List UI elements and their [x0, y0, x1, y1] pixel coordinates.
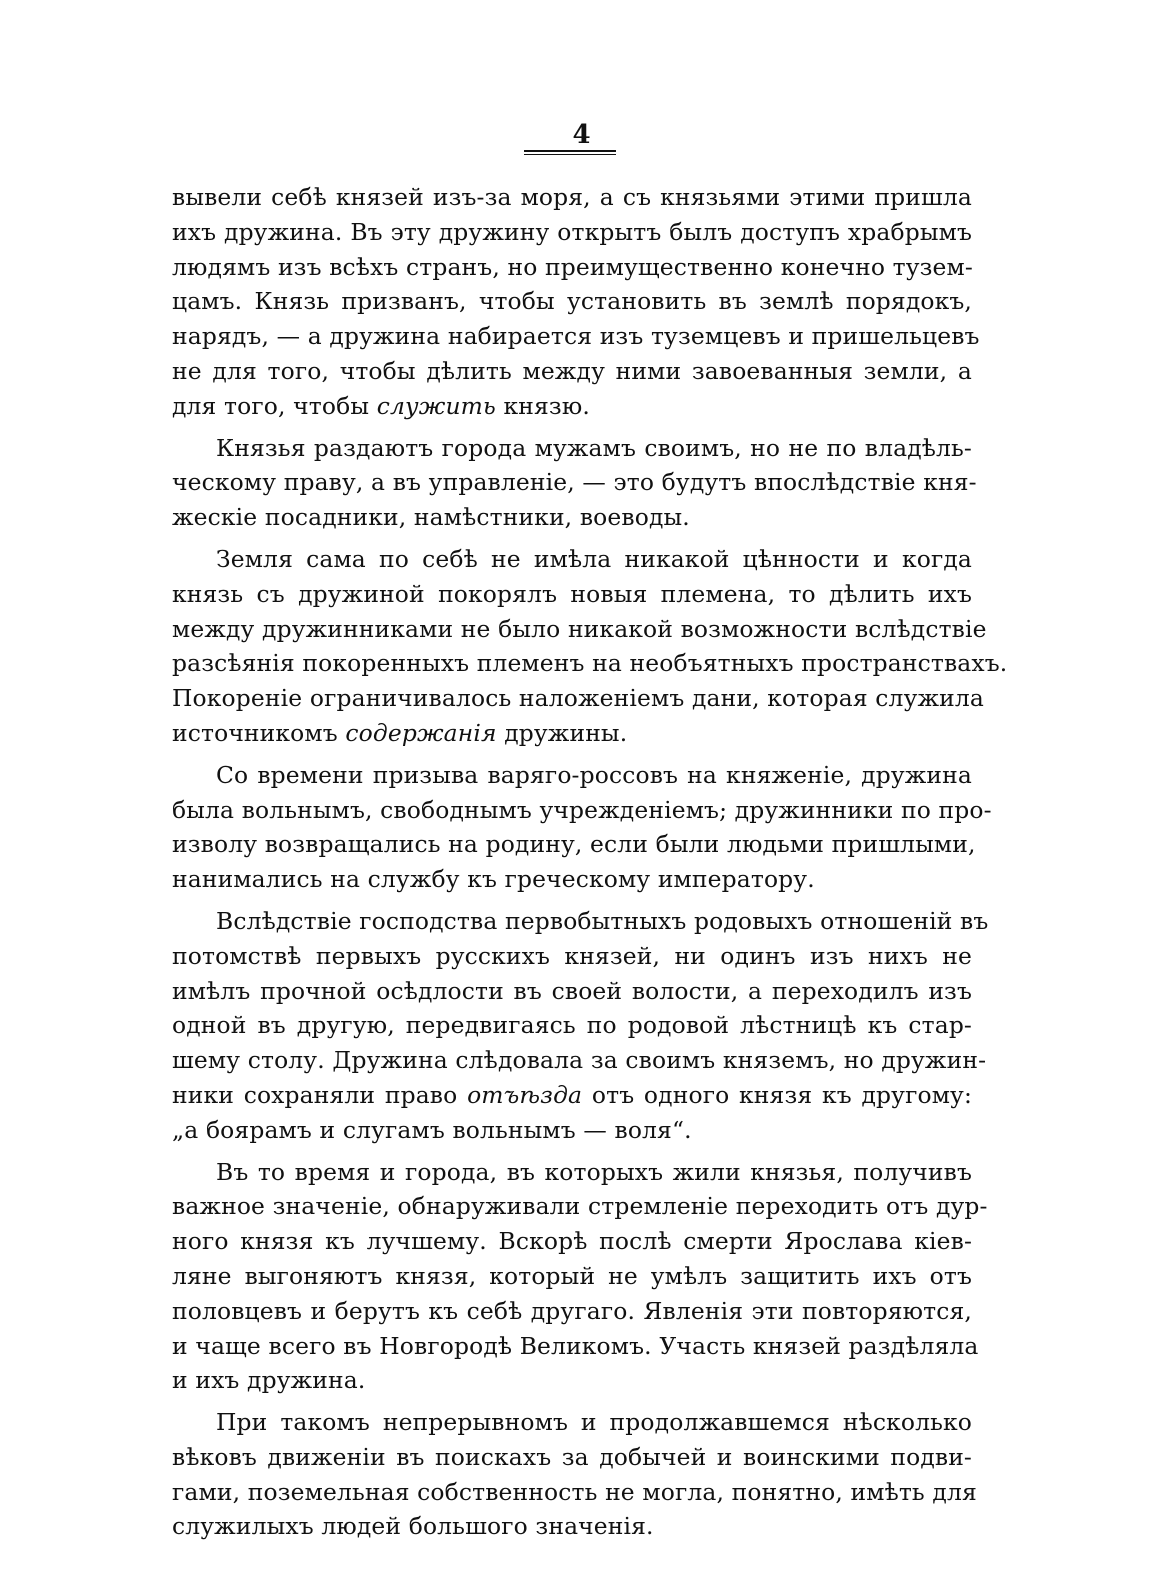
paragraph: [172, 1405, 977, 1544]
text-line: [172, 250, 972, 285]
text-line: [172, 974, 972, 1009]
page-number: 4: [572, 120, 591, 150]
text-run: нанимались на службу къ греческому императору.: [172, 865, 815, 894]
text-run: шему столу. Дружина слѣдовала за своимъ княземъ, но дружин-: [172, 1046, 987, 1075]
text-line: [172, 215, 972, 250]
text-run: Со времени призыва варяго-россовъ на княженіе, дружина: [216, 760, 972, 789]
text-run: Князья раздаютъ города мужамъ своимъ, но не по владѣль-: [216, 433, 972, 462]
text-line: [172, 793, 992, 828]
text-run: отъ одного князя къ другому:: [582, 1080, 972, 1109]
text-run: не для того, чтобы дѣлить между ними завоеванныя земли, а: [172, 356, 972, 385]
text-run: разсѣянія покоренныхъ племенъ на необъятныхъ пространствахъ.: [172, 649, 1008, 678]
text-line: [172, 389, 972, 424]
text-run: и чаще всего въ Новгородѣ Великомъ. Участь князей раздѣляла: [172, 1331, 979, 1360]
text-run: и ихъ дружина.: [172, 1366, 366, 1395]
text-run: цамъ. Князь призванъ, чтобы установить въ землѣ порядокъ,: [172, 287, 972, 316]
emphasis-text: служить: [376, 391, 496, 420]
text-line: [172, 827, 976, 862]
body-text: [172, 180, 1008, 1544]
text-run: вывели себѣ князей изъ-за моря, а съ князьями этими пришла: [172, 183, 972, 211]
paragraph: [172, 1155, 988, 1399]
text-run: Покореніе ограничивалось наложеніемъ дани, которая служила: [172, 684, 984, 713]
text-line: [172, 319, 980, 354]
text-run: Земля сама по себѣ не имѣла никакой цѣнности и когда: [216, 544, 972, 573]
header-rule: [524, 150, 616, 155]
text-line: [172, 1329, 979, 1364]
text-run: жескіе посадники, намѣстники, воеводы.: [172, 503, 690, 532]
text-run: ихъ дружина. Въ эту дружину открытъ былъ доступъ храбрымъ: [172, 217, 972, 246]
text-run: ного князя къ лучшему. Вскорѣ послѣ смерти Ярослава кіев-: [172, 1227, 972, 1256]
text-run: важное значеніе, обнаруживали стремленіе переходить отъ дур-: [172, 1192, 988, 1221]
text-line: [172, 862, 972, 897]
text-run: нарядъ, — а дружина набирается изъ туземцевъ и пришельцевъ: [172, 322, 980, 351]
emphasis-text: отъѣзда: [467, 1080, 583, 1109]
paragraph: [172, 180, 980, 424]
text-run: князь съ дружиной покорялъ новыя племена, то дѣлить ихъ: [172, 579, 972, 608]
text-line: [172, 284, 972, 319]
text-run: вѣковъ движеніи въ поискахъ за добычей и воинскими подви-: [172, 1442, 972, 1471]
text-line: [172, 180, 972, 215]
text-run: изволу возвращались на родину, если были людьми пришлыми,: [172, 830, 976, 859]
text-run: одной въ другую, передвигаясь по родовой лѣстницѣ къ стар-: [172, 1011, 972, 1040]
text-line: [172, 758, 972, 793]
text-run: для того, чтобы: [172, 391, 377, 420]
text-run: имѣлъ прочной осѣдлости въ своей волости, а переходилъ изъ: [172, 976, 972, 1005]
text-run: источникомъ: [172, 718, 346, 747]
paragraph: [172, 542, 1008, 751]
text-run: При такомъ непрерывномъ и продолжавшемся нѣсколько: [216, 1408, 972, 1437]
text-line: [172, 646, 1008, 681]
text-line: [172, 1189, 988, 1224]
text-line: [172, 904, 989, 939]
text-line: [172, 577, 972, 612]
text-run: дружины.: [496, 718, 628, 747]
text-run: служилыхъ людей большого значенія.: [172, 1512, 654, 1541]
text-run: ляне выгоняютъ князя, который не умѣлъ защитить ихъ отъ: [172, 1261, 972, 1290]
text-line: [172, 1405, 972, 1440]
text-line: [172, 1043, 987, 1078]
paragraph: [172, 431, 977, 535]
text-line: [172, 612, 987, 647]
paragraph: [172, 904, 989, 1148]
text-run: „а боярамъ и слугамъ вольнымъ — воля“.: [172, 1115, 692, 1144]
text-line: [172, 542, 972, 577]
text-line: [172, 681, 984, 716]
text-line: [172, 1155, 972, 1190]
emphasis-text: содержанія: [345, 718, 497, 747]
text-line: [172, 1294, 972, 1329]
text-run: гами, поземельная собственность не могла, понятно, имѣть для: [172, 1477, 977, 1506]
text-line: [172, 500, 972, 535]
text-run: ческому праву, а въ управленіе, — это будутъ впослѣдствіе кня-: [172, 468, 977, 497]
text-run: между дружинниками не было никакой возможности вслѣдствіе: [172, 614, 987, 643]
text-line: [172, 716, 972, 751]
text-run: половцевъ и берутъ къ себѣ другаго. Явленія эти повторяются,: [172, 1296, 972, 1325]
text-run: потомствѣ первыхъ русскихъ князей, ни одинъ изъ нихъ не: [172, 941, 972, 970]
text-line: [172, 939, 972, 974]
text-run: Вслѣдствіе господства первобытныхъ родовыхъ отношеній въ: [216, 906, 989, 935]
text-run: князю.: [495, 391, 590, 420]
text-line: [172, 1259, 972, 1294]
text-line: [172, 354, 972, 389]
text-line: [172, 1008, 972, 1043]
text-line: [172, 1509, 972, 1544]
text-line: [172, 1475, 977, 1510]
text-line: [172, 431, 972, 466]
text-line: [172, 1113, 972, 1148]
text-run: ники сохраняли право: [172, 1080, 468, 1109]
text-line: [172, 1363, 972, 1398]
text-run: Въ то время и города, въ которыхъ жили князья, получивъ: [216, 1157, 972, 1186]
paragraph: [172, 758, 992, 897]
text-line: [172, 1440, 972, 1475]
text-line: [172, 1078, 972, 1113]
text-run: людямъ изъ всѣхъ странъ, но преимущественно конечно тузем-: [172, 252, 973, 281]
text-run: была вольнымъ, свободнымъ учрежденіемъ; дружинники по про-: [172, 795, 992, 824]
text-line: [172, 465, 977, 500]
text-line: [172, 1224, 972, 1259]
